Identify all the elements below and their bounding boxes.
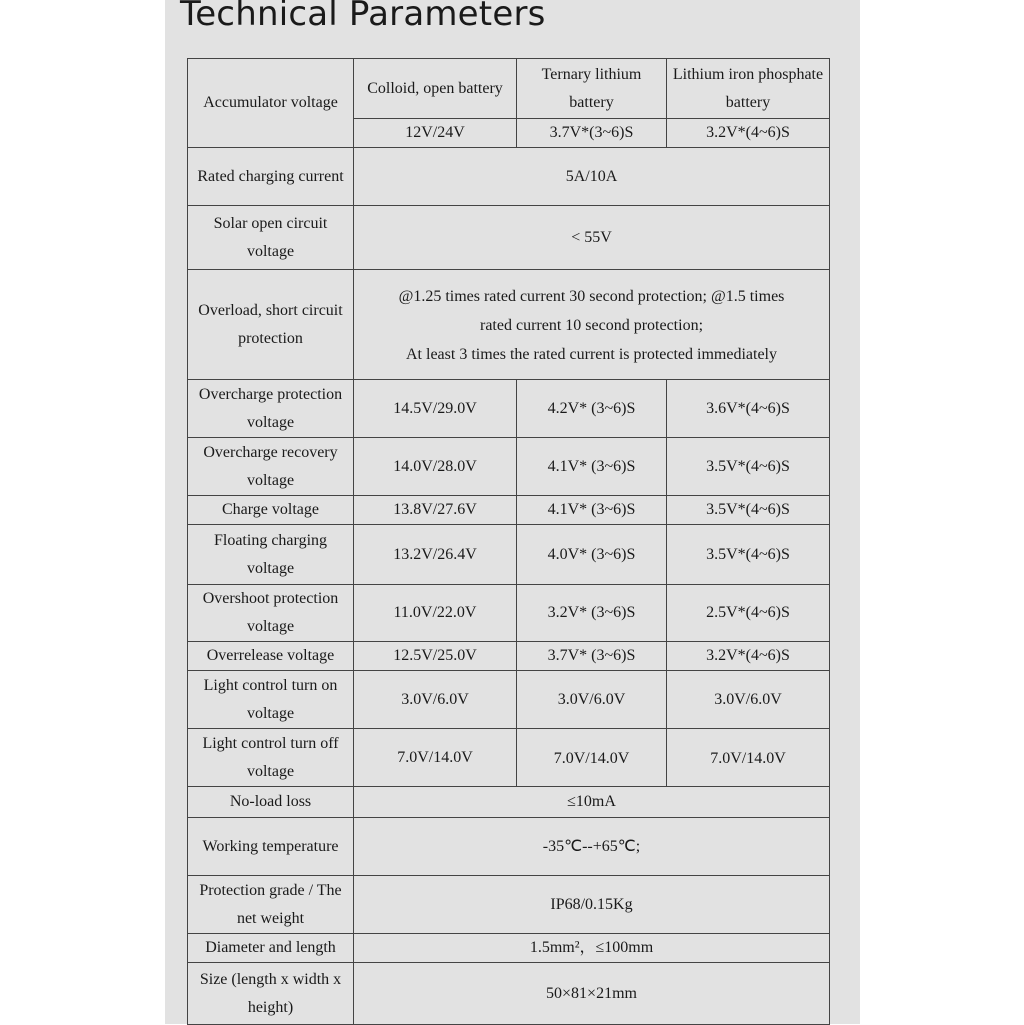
table-cell: 1.5mm²，≤100mm [354,934,830,963]
table-cell: 13.8V/27.6V [354,496,517,525]
table-cell: 4.1V* (3~6)S [517,438,667,496]
table-row [188,642,830,671]
table-row [188,963,830,1025]
row-label: Size (length x width x height) [188,963,354,1025]
table-row [188,729,830,787]
table-cell: 3.6V*(4~6)S [667,380,830,438]
row-label: Rated charging current [188,148,354,206]
table-cell: 3.7V* (3~6)S [517,642,667,671]
page-title: Technical Parameters [180,0,546,34]
table-cell: ≤10mA [354,787,830,818]
table-row [188,585,830,642]
table-cell: 2.5V*(4~6)S [667,585,830,642]
table-cell: 3.5V*(4~6)S [667,496,830,525]
table-cell: 4.1V* (3~6)S [517,496,667,525]
table-cell: 3.2V* (3~6)S [517,585,667,642]
table-row [188,148,830,206]
table-cell: 12V/24V [354,119,517,148]
row-label: Protection grade / The net weight [188,876,354,934]
row-label: Working temperature [188,818,354,876]
overload-protection-cell [354,270,830,380]
overload-line-1: @1.25 times rated current 30 second protection; @1.5 times [398,288,785,305]
table-cell: 3.5V*(4~6)S [667,438,830,496]
row-label: Overload, short circuit protection [188,270,354,380]
table-row [188,787,830,818]
table-row [188,496,830,525]
parameters-table [187,58,830,1025]
table-row [188,438,830,496]
table-row [188,525,830,585]
table-cell: 3.5V*(4~6)S [667,525,830,585]
row-label: Overshoot protection voltage [188,585,354,642]
table-row [188,876,830,934]
row-label: Light control turn on voltage [188,671,354,729]
row-label-accumulator-voltage: Accumulator voltage [188,59,354,148]
table-cell: 3.0V/6.0V [517,671,667,729]
table-row [188,270,830,380]
table-row [188,206,830,270]
table-cell: 3.2V*(4~6)S [667,642,830,671]
table-cell: 11.0V/22.0V [354,585,517,642]
row-label: No-load loss [188,787,354,818]
table-cell: -35℃--+65℃; [354,818,830,876]
table-cell: 4.2V* (3~6)S [517,380,667,438]
table-cell: < 55V [354,206,830,270]
table-cell: 12.5V/25.0V [354,642,517,671]
table-cell: 14.5V/29.0V [354,380,517,438]
overload-line-2: rated current 10 second protection; [479,317,704,334]
column-header-lithium-iron-phosphate: Lithium iron phosphate battery [667,59,830,119]
overload-line-3: At least 3 times the rated current is protected immediately [406,346,777,363]
column-header-colloid: Colloid, open battery [354,59,517,119]
row-label: Light control turn off voltage [188,729,354,787]
table-row [188,671,830,729]
row-label: Diameter and length [188,934,354,963]
row-label: Charge voltage [188,496,354,525]
table-cell: 14.0V/28.0V [354,438,517,496]
row-label: Overrelease voltage [188,642,354,671]
table-cell: 50×81×21mm [354,963,830,1025]
table-cell: 3.2V*(4~6)S [667,119,830,148]
row-label: Overcharge protection voltage [188,380,354,438]
table-row [188,934,830,963]
table-cell: 3.0V/6.0V [667,671,830,729]
table-cell: 7.0V/14.0V [517,729,667,787]
table-cell: 7.0V/14.0V [667,729,830,787]
table-cell: 5A/10A [354,148,830,206]
table-cell: 3.0V/6.0V [354,671,517,729]
table-cell: 13.2V/26.4V [354,525,517,585]
table-row [188,59,830,119]
table-cell: 4.0V* (3~6)S [517,525,667,585]
row-label: Floating charging voltage [188,525,354,585]
table-cell: 3.7V*(3~6)S [517,119,667,148]
column-header-ternary-lithium: Ternary lithium battery [517,59,667,119]
row-label: Solar open circuit voltage [188,206,354,270]
table-cell: IP68/0.15Kg [354,876,830,934]
table-row [188,380,830,438]
table-cell: 7.0V/14.0V [354,729,517,787]
table-row [188,818,830,876]
row-label: Overcharge recovery voltage [188,438,354,496]
